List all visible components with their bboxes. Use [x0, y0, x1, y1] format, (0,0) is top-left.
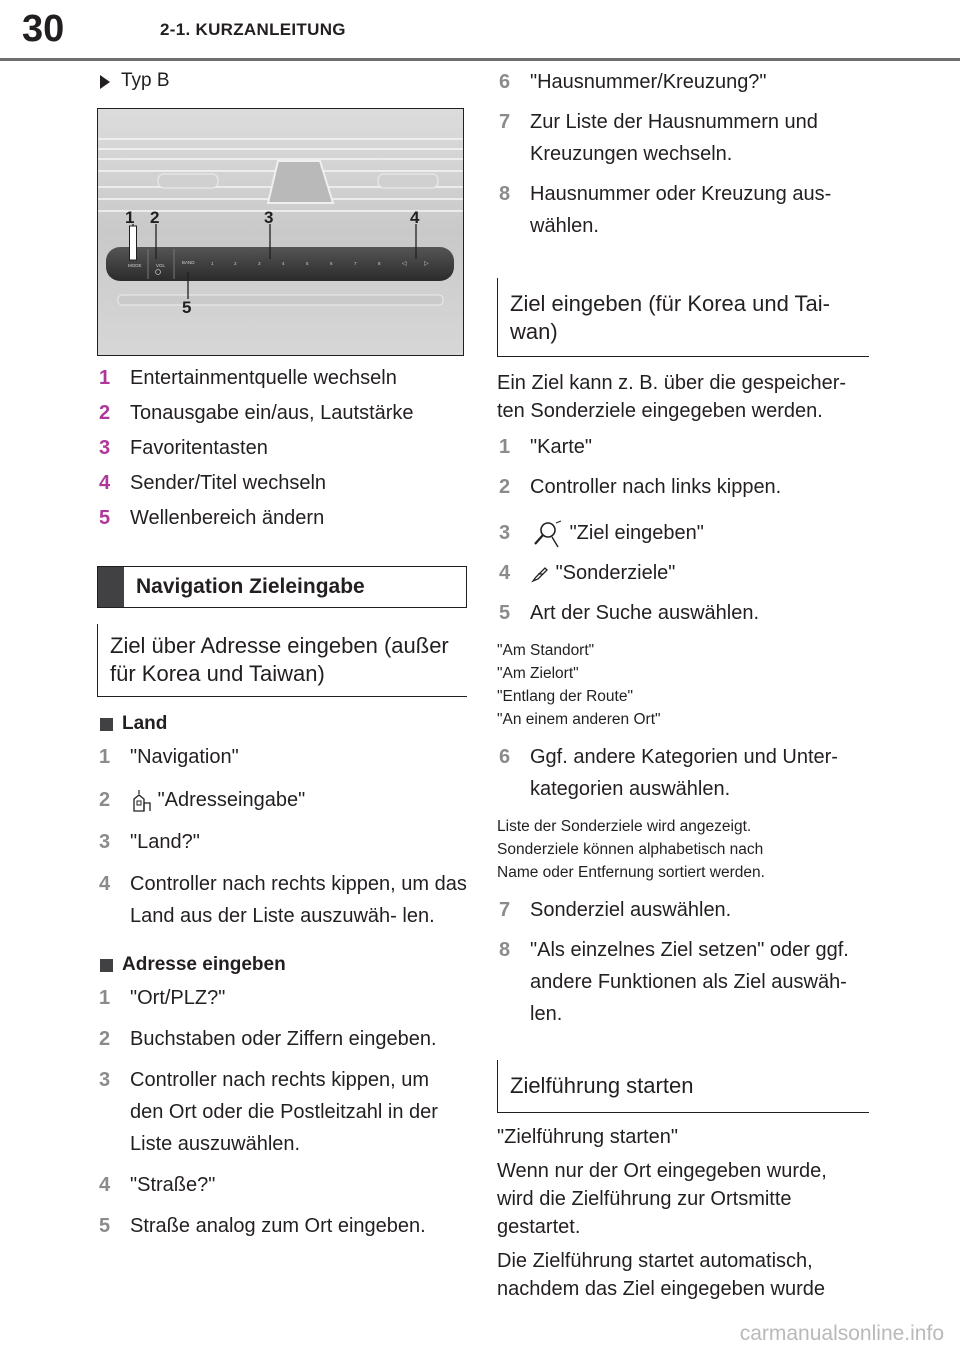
legend-item	[97, 502, 467, 534]
step-item	[497, 741, 869, 805]
page-header	[0, 0, 960, 61]
legend-number: 1	[99, 367, 111, 389]
control-panel-figure	[97, 108, 464, 356]
step-number: 7	[499, 899, 511, 921]
left-column	[97, 62, 467, 1242]
section-title: Navigation Zieleingabe	[136, 575, 365, 598]
step-text: "Karte"	[530, 436, 593, 458]
step-item	[97, 868, 467, 932]
section-tab-marker	[98, 567, 124, 607]
address-input-icon	[130, 789, 152, 813]
step-text: Zur Liste der Hausnummern und Kreuzungen wechseln.	[530, 111, 818, 165]
step-text: "Ort/PLZ?"	[130, 987, 226, 1009]
svg-text:VOL: VOL	[156, 263, 166, 268]
step-item	[497, 894, 869, 926]
step-text: Controller nach links kippen.	[530, 476, 782, 498]
svg-text:▷: ▷	[424, 260, 429, 267]
step-number: 3	[499, 522, 511, 544]
search-option: "Am Zielort"	[497, 665, 579, 682]
paragraph: Wenn nur der Ort eingegeben wurde, wird die Zielführung zur Ortsmitte gestartet.	[497, 1160, 827, 1238]
step-text: "Hausnummer/Kreuzung?"	[530, 71, 767, 93]
step-number: 4	[99, 873, 111, 895]
paragraph: Die Zielführung startet automatisch, nachdem das Ziel eingegeben wurde	[497, 1250, 825, 1300]
svg-text:4: 4	[282, 261, 285, 266]
figure-caption	[97, 68, 467, 94]
legend-item	[97, 432, 467, 464]
step-text: Hausnummer oder Kreuzung aus- wählen.	[530, 183, 832, 237]
step-item	[497, 431, 869, 463]
step-item	[497, 597, 869, 629]
step-item	[97, 1169, 467, 1201]
step-number: 2	[499, 476, 511, 498]
search-option: "Am Standort"	[497, 642, 595, 659]
legend-item	[97, 467, 467, 499]
search-options-list	[497, 639, 869, 731]
step-item	[497, 106, 869, 170]
step-item	[497, 178, 869, 242]
note-line: Sonderziele können alphabetisch nach	[497, 841, 764, 858]
svg-text:8: 8	[378, 261, 381, 266]
step-text: Controller nach rechts kippen, um den Ort oder die Postleitzahl in der Liste auszuwählen.	[130, 1069, 438, 1155]
legend-text: Wellenbereich ändern	[130, 507, 325, 529]
watermark: carmanualsonline.info	[739, 1322, 944, 1345]
svg-text:5: 5	[306, 261, 309, 266]
note-text	[497, 815, 869, 884]
svg-text:1: 1	[211, 261, 214, 266]
step-number: 8	[499, 939, 511, 961]
step-text: Buchstaben oder Ziffern eingeben.	[130, 1028, 437, 1050]
legend-number: 3	[99, 437, 111, 459]
step-number: 3	[99, 831, 111, 853]
square-bullet-icon	[100, 718, 113, 731]
adresse-heading	[97, 950, 467, 980]
search-option: "An einem anderen Ort"	[497, 711, 661, 728]
legend-list	[97, 362, 467, 534]
paragraph: Ein Ziel kann z. B. über die gespeicher- ten Sonderziele eingegeben werden.	[497, 372, 847, 422]
step-number: 3	[99, 1069, 111, 1091]
callout-2: 2	[150, 208, 160, 227]
svg-text:2: 2	[234, 261, 237, 266]
subsection-title: Ziel über Adresse eingeben (außer für Korea und Taiwan)	[110, 633, 449, 686]
legend-item	[97, 397, 467, 429]
step-number: 7	[499, 111, 511, 133]
radio-panel-illustration	[98, 109, 463, 355]
svg-text:7: 7	[354, 261, 357, 266]
step-text: "Navigation"	[130, 746, 239, 768]
step-item	[497, 517, 869, 549]
step-text: "Adresseingabe"	[157, 789, 306, 811]
step-number: 2	[99, 789, 111, 811]
subsection-title: Zielführung starten	[510, 1073, 694, 1098]
step-number: 2	[99, 1028, 111, 1050]
svg-text:MODE: MODE	[128, 263, 142, 268]
legend-number: 4	[99, 472, 111, 494]
section-header	[97, 566, 467, 608]
destination-search-icon	[530, 519, 564, 549]
step-text: Ggf. andere Kategorien und Unter- kategorien auswählen.	[530, 746, 838, 800]
step-number: 1	[499, 436, 511, 458]
step-text: Art der Suche auswählen.	[530, 602, 760, 624]
step-number: 1	[99, 746, 111, 768]
note-line: Liste der Sonderziele wird angezeigt.	[497, 818, 752, 835]
legend-text: Tonausgabe ein/aus, Lautstärke	[130, 402, 414, 424]
subsection-header	[497, 278, 869, 357]
points-of-interest-icon	[530, 564, 550, 584]
legend-text: Favoritentasten	[130, 437, 268, 459]
step-text: Sonderziel auswählen.	[530, 899, 732, 921]
step-text: Controller nach rechts kippen, um das Land aus der Liste auszuwäh- len.	[130, 873, 467, 927]
callout-1: 1	[125, 208, 135, 227]
square-bullet-icon	[100, 959, 113, 972]
step-text: Straße analog zum Ort eingeben.	[130, 1215, 426, 1237]
chapter-title: 2-1. KURZANLEITUNG	[160, 20, 346, 39]
step-number: 4	[499, 562, 511, 584]
subsection-title: Ziel eingeben (für Korea und Tai- wan)	[510, 291, 831, 344]
step-item	[497, 557, 869, 589]
step-number: 5	[99, 1215, 111, 1237]
svg-text:◁: ◁	[402, 260, 407, 267]
step-item	[497, 66, 869, 98]
callout-5: 5	[182, 298, 192, 317]
note-line: Name oder Entfernung sortiert werden.	[497, 864, 765, 881]
svg-text:6: 6	[330, 261, 333, 266]
step-item	[97, 741, 467, 773]
step-number: 6	[499, 71, 511, 93]
paragraph: "Zielführung starten"	[497, 1126, 678, 1148]
step-item	[97, 1210, 467, 1242]
legend-item	[97, 362, 467, 394]
legend-text: Sender/Titel wechseln	[130, 472, 327, 494]
step-text: "Als einzelnes Ziel setzen" oder ggf. andere Funktionen als Ziel auswäh- len.	[530, 939, 849, 1025]
svg-text:3: 3	[258, 261, 261, 266]
callout-4: 4	[410, 208, 420, 227]
legend-number: 2	[99, 402, 111, 424]
svg-text:BAND: BAND	[182, 260, 195, 265]
step-number: 4	[99, 1174, 111, 1196]
step-item	[497, 471, 869, 503]
subsection-header	[97, 624, 467, 697]
step-text: "Ziel eingeben"	[569, 522, 704, 544]
page-number: 30	[22, 8, 65, 50]
legend-text: Entertainmentquelle wechseln	[130, 367, 397, 389]
step-item	[97, 826, 467, 858]
step-number: 1	[99, 987, 111, 1009]
adresse-heading-text: Adresse eingeben	[122, 954, 286, 975]
right-column	[497, 62, 869, 1303]
step-item	[97, 1064, 467, 1160]
land-heading-text: Land	[122, 713, 168, 734]
step-text: "Land?"	[130, 831, 200, 853]
land-heading	[97, 709, 467, 739]
callout-3: 3	[264, 208, 274, 227]
triangle-bullet-icon	[100, 75, 110, 89]
subsection-header	[497, 1060, 869, 1113]
legend-number: 5	[99, 507, 111, 529]
step-item	[97, 982, 467, 1014]
step-item	[97, 784, 467, 816]
step-number: 5	[499, 602, 511, 624]
step-text: "Straße?"	[130, 1174, 216, 1196]
step-number: 6	[499, 746, 511, 768]
figure-caption-text: Typ B	[121, 70, 170, 91]
step-text: "Sonderziele"	[555, 562, 676, 584]
step-item	[497, 934, 869, 1030]
step-number: 8	[499, 183, 511, 205]
search-option: "Entlang der Route"	[497, 688, 633, 705]
step-item	[97, 1023, 467, 1055]
